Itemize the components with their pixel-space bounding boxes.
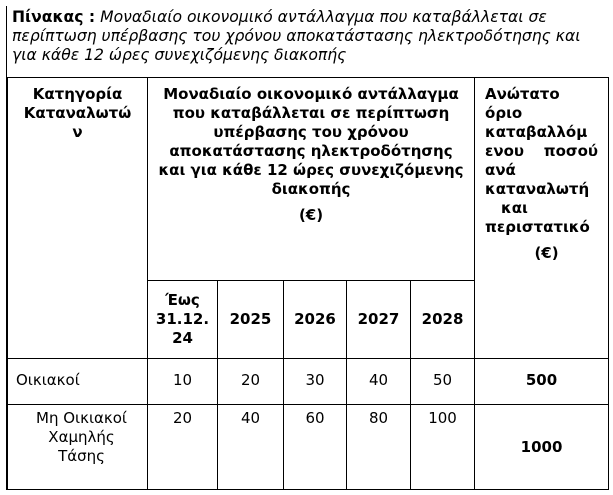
year-header-2025: 2025 <box>218 281 284 359</box>
caption-text: Μοναδιαίο οικονομικό αντάλλαγμα που καταβάλλεται σε περίπτωση υπέρβασης του χρόνου αποκατάστασης ηλεκτροδότησης και για κάθε 12 ώρες συνεχιζόμενης διακοπής <box>12 8 581 64</box>
value-cell: 100 <box>411 405 475 490</box>
header-comp-line: που καταβάλλεται σε περίπτωση <box>172 104 450 122</box>
header-max-line: καταβαλλόμ <box>485 123 588 141</box>
value-cell: 20 <box>148 405 218 490</box>
year-header-2026: 2026 <box>284 281 347 359</box>
header-max-line: και <box>501 199 528 217</box>
header-comp-line: διακοπής <box>271 180 351 198</box>
header-max-line: ενου ποσού <box>485 142 599 160</box>
category-line: Μη Οικιακοί <box>36 409 127 427</box>
header-row <box>8 78 609 281</box>
year-header-2027: 2027 <box>347 281 411 359</box>
header-comp-line: και για κάθε 12 ώρες συνεχιζόμενης <box>158 161 464 179</box>
value-cell: 40 <box>218 405 284 490</box>
header-max-line: Ανώτατο <box>485 85 560 103</box>
compensation-table <box>7 77 609 490</box>
header-category-line: Κατηγορία <box>32 85 123 103</box>
header-comp-line: αποκατάστασης ηλεκτροδότησης <box>169 142 453 160</box>
header-category-line: Καταναλωτώ <box>23 104 132 122</box>
header-comp-unit: (€) <box>298 206 324 224</box>
caption-label: Πίνακας : <box>12 8 96 26</box>
table-row <box>8 405 609 490</box>
value-cell: 20 <box>218 359 284 405</box>
header-max-line: ανά <box>485 161 516 179</box>
year-line: 31.12. <box>155 310 210 328</box>
table-caption <box>12 8 608 65</box>
value-cell: 80 <box>347 405 411 490</box>
header-category <box>8 78 148 359</box>
header-max-unit: (€) <box>534 244 559 262</box>
header-compensation <box>148 78 475 281</box>
header-comp-line: Μοναδιαίο οικονομικό αντάλλαγμα <box>163 85 459 103</box>
category-line: Τάσης <box>58 447 105 465</box>
table-row <box>8 359 609 405</box>
header-category-line: ν <box>72 123 83 141</box>
year-header-2024 <box>148 281 218 359</box>
category-residential: Οικιακοί <box>8 359 148 405</box>
max-amount-cell: 500 <box>475 359 609 405</box>
header-max-line: περιστατικό <box>485 218 590 236</box>
year-header-2028: 2028 <box>411 281 475 359</box>
value-cell: 40 <box>347 359 411 405</box>
header-comp-line: υπέρβασης του χρόνου <box>213 123 409 141</box>
year-line: Έως <box>165 291 200 309</box>
header-max-amount <box>475 78 609 359</box>
value-cell: 50 <box>411 359 475 405</box>
max-amount-cell: 1000 <box>475 405 609 490</box>
year-line: 24 <box>172 329 193 347</box>
header-max-line: όριο <box>485 104 523 122</box>
value-cell: 30 <box>284 359 347 405</box>
category-line: Χαμηλής <box>48 428 115 446</box>
value-cell: 10 <box>148 359 218 405</box>
category-non-residential <box>8 405 148 490</box>
value-cell: 60 <box>284 405 347 490</box>
header-max-line: καταναλωτή <box>485 180 590 198</box>
